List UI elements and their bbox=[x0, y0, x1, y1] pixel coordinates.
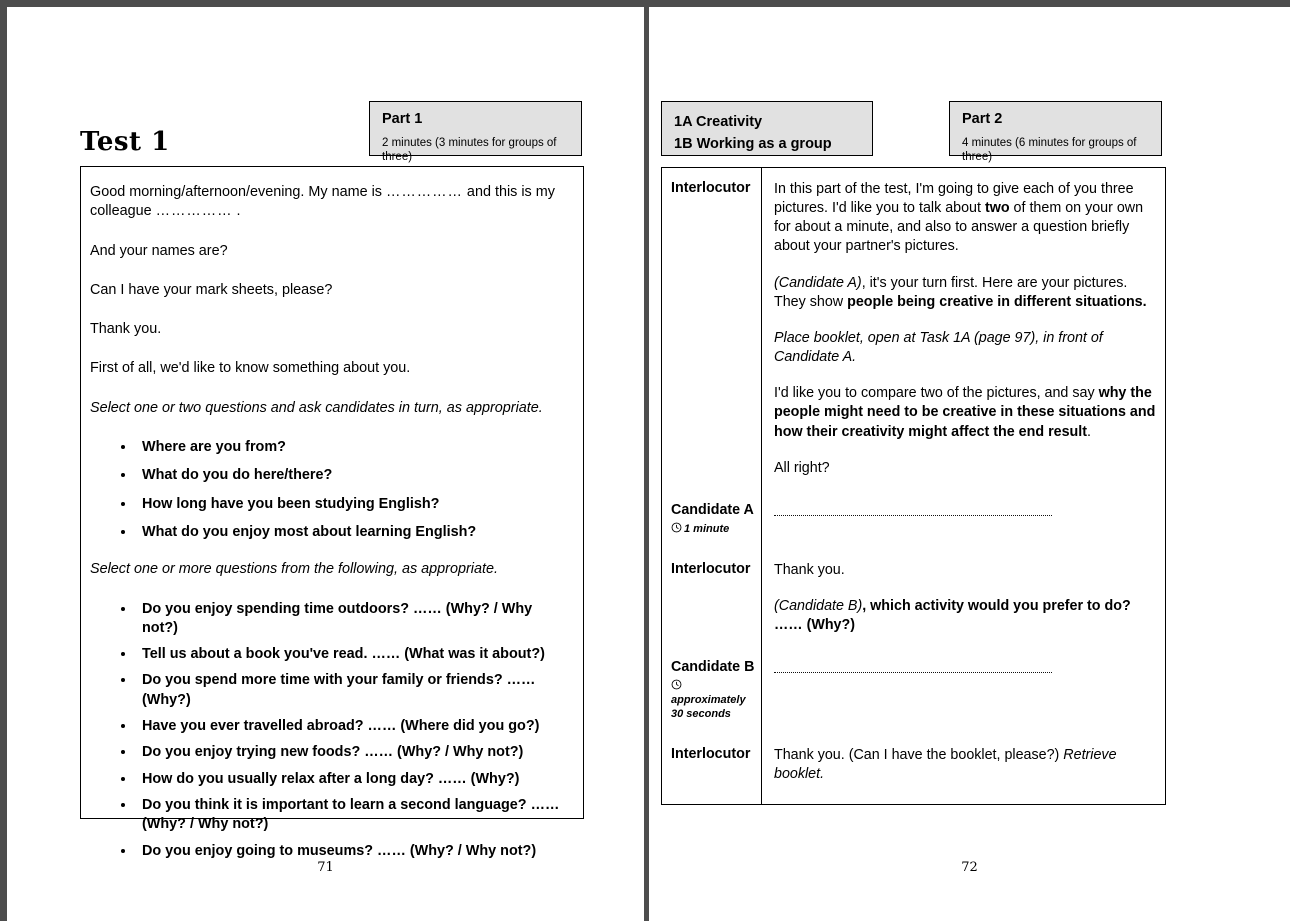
all-right-prompt: All right? bbox=[774, 459, 830, 476]
instruction-paragraph: In this part of the test, I'm going to give each of you three pictures. I'd like you to talk about two of them on your own for about a minute, and also to answer a question briefly about your partner's pictures. bbox=[774, 181, 1144, 255]
task-1a-label: 1A Creativity bbox=[674, 114, 763, 130]
clock-icon bbox=[671, 679, 682, 690]
speaker-script bbox=[762, 734, 1166, 805]
part-2-info-box bbox=[949, 101, 1162, 164]
candidate-a-label bbox=[662, 490, 762, 549]
list-item: • What do you enjoy most about learning English? bbox=[136, 523, 563, 542]
instruction-1: Select one or two questions and ask candidates in turn, as appropriate. bbox=[90, 399, 543, 416]
page-left bbox=[7, 7, 644, 921]
candidate-b-label bbox=[662, 647, 762, 733]
speaker-label: Interlocutor bbox=[662, 549, 762, 647]
list-item: • How do you usually relax after a long day? …… (Why?) bbox=[136, 770, 563, 789]
thank-you-line: Thank you. bbox=[774, 561, 845, 578]
page-number-left: 71 bbox=[317, 860, 334, 875]
list-item: • Do you enjoy going to museums? …… (Why? / Why not?) bbox=[136, 842, 563, 861]
task-prompt-paragraph: I'd like you to compare two of the pictures, and say why the people might need to be creative in these situations and how their creativity might affect the end result. bbox=[774, 385, 1156, 440]
candidate-a-name: Candidate A bbox=[671, 501, 754, 518]
part-1-duration: 2 minutes (3 minutes for groups of three) bbox=[382, 137, 557, 164]
list-item: • How long have you been studying English? bbox=[136, 495, 563, 514]
list-item: • Do you think it is important to learn a second language? …… (Why? / Why not?) bbox=[136, 796, 563, 835]
part-1-label: Part 1 bbox=[382, 111, 423, 127]
page-right bbox=[649, 7, 1290, 921]
greeting-paragraph: Good morning/afternoon/evening. My name is …………… and this is my colleague …………… . bbox=[90, 184, 555, 220]
list-item: • Do you enjoy spending time outdoors? …… (Why? / Why not?) bbox=[136, 600, 563, 639]
list-item: • What do you do here/there? bbox=[136, 466, 563, 485]
candidate-a-timing: 1 minute bbox=[671, 522, 755, 537]
names-question: And your names are? bbox=[90, 242, 228, 259]
table-row bbox=[662, 168, 1166, 490]
part-2-script-table bbox=[661, 167, 1166, 805]
retrieve-booklet-line: Thank you. (Can I have the booklet, please?) Retrieve booklet. bbox=[774, 746, 1117, 782]
booklet-stage-direction: Place booklet, open at Task 1A (page 97), in front of Candidate A. bbox=[774, 329, 1103, 366]
part-2-duration: 4 minutes (6 minutes for groups of three) bbox=[962, 137, 1137, 164]
table-row bbox=[662, 549, 1166, 647]
response-dotted-line bbox=[774, 507, 1052, 516]
speaker-script bbox=[762, 549, 1166, 647]
question-list-2 bbox=[90, 600, 563, 861]
candidate-b-timing: approximately 30 seconds bbox=[671, 679, 755, 721]
task-topic-box bbox=[661, 101, 873, 156]
name-blank-1: …………… bbox=[385, 184, 463, 200]
candidate-b-name: Candidate B bbox=[671, 659, 755, 676]
table-row bbox=[662, 490, 1166, 549]
page-spread bbox=[7, 7, 1290, 921]
page-title: Test 1 bbox=[80, 127, 170, 157]
response-dotted-line bbox=[774, 664, 1052, 673]
list-item: • Where are you from? bbox=[136, 438, 563, 457]
name-blank-2: …………… bbox=[155, 203, 233, 220]
speaker-label: Interlocutor bbox=[662, 734, 762, 805]
table-row bbox=[662, 734, 1166, 805]
list-item: • Do you spend more time with your family or friends? …… (Why?) bbox=[136, 671, 563, 710]
list-item: • Do you enjoy trying new foods? …… (Why? / Why not?) bbox=[136, 743, 563, 762]
speaker-script bbox=[762, 168, 1166, 490]
clock-icon bbox=[671, 522, 682, 533]
candidate-a-turn-paragraph: (Candidate A), it's your turn first. Here are your pictures. They show people being creative in different situations. bbox=[774, 274, 1147, 310]
speaker-label: Interlocutor bbox=[662, 168, 762, 490]
about-you-line: First of all, we'd like to know something about you. bbox=[90, 360, 411, 377]
candidate-b-question: (Candidate B), which activity would you prefer to do? …… (Why?) bbox=[774, 597, 1131, 634]
mark-sheets-question: Can I have your mark sheets, please? bbox=[90, 281, 333, 298]
candidate-b-response-area bbox=[762, 647, 1166, 733]
part-1-info-box bbox=[369, 101, 582, 164]
page-number-right: 72 bbox=[961, 860, 978, 875]
thank-you-line: Thank you. bbox=[90, 321, 162, 338]
question-list-1 bbox=[90, 438, 563, 542]
task-1b-label: 1B Working as a group bbox=[674, 136, 832, 153]
instruction-2: Select one or more questions from the following, as appropriate. bbox=[90, 561, 498, 578]
part-2-label: Part 2 bbox=[962, 111, 1003, 127]
table-row bbox=[662, 647, 1166, 733]
part-1-script-box bbox=[80, 166, 584, 859]
list-item: • Have you ever travelled abroad? …… (Where did you go?) bbox=[136, 717, 563, 736]
candidate-a-response-area bbox=[762, 490, 1166, 549]
list-item: • Tell us about a book you've read. …… (What was it about?) bbox=[136, 645, 563, 664]
